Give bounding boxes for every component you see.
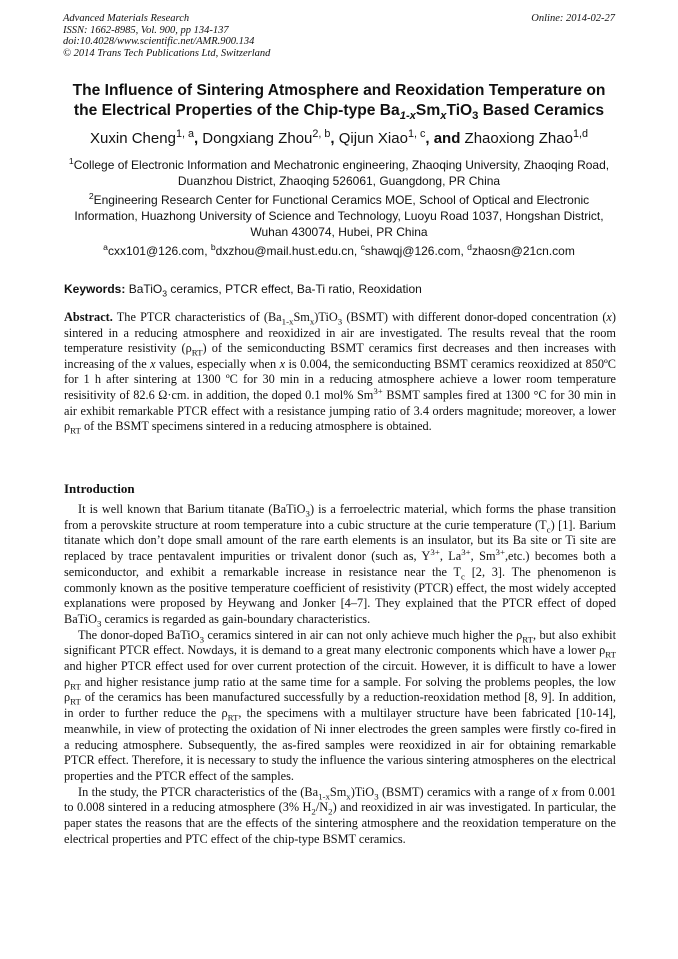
affiliation-2: $^2$Engineering Research Center for Functional Ceramics MOE, School of Optical and Electronic Information, Huazhong University of Science and Technology, Luoyu Road 1037, Hongshan District, Wuhan 430074, Hubei, PR China [74,191,604,239]
email[interactable]: $^d$zhaosn@21cn.com [467,242,575,258]
email[interactable]: $^b$dxzhou@mail.hust.edu.cn [210,242,354,258]
keywords: Keywords: BaTiO$_3$ ceramics, PTCR effect, Ba-Ti ratio, Reoxidation [64,282,422,299]
author-list [40,130,638,148]
abstract: Abstract. The PTCR characteristics of $(Ba_{1-x}Sm_x)TiO_3$ (BSMT) with different donor-doped concentration (x) sintered in a reducing atmosphere and reoxidized in air are investigated. The results reveal that the room temperature resistivity $(\rho_{RT})$ of the semiconducting BSMT ceramics first decreases and then increases with increasing of the x values, especially when x is 0.004, the semiconducting BSMT ceramics reoxidized at 850ºC for 1 h after sintering at 1300 ºC for 30 min in a reducing atmosphere achieve a lower room temperature resisitivity of 82.6 Ω·cm. in addition, the doped 0.1 mol% $Sm^{3+}$ BSMT samples fired at 1300 °C for 30 min in air exhibit remarkable PTCR effect with a resistance jumping ratio of 3.4 orders magnitude; moreover, a lower $\rho_{RT}$ of the BSMT specimens sintered in a reducing atmosphere is obtained. [64,310,616,436]
copyright-line: © 2014 Trans Tech Publications Ltd, Switzerland [63,47,271,59]
paragraph: The donor-doped BaTiO$_3$ ceramics sintered in air can not only achieve much higher the $\rho_{RT}$, but also exhibit significant PTCR effect. Nowdays, it is demand to a great many electronic components which have a lower $\rho_{RT}$ and higher PTCR effect used for over current protection of the circuit. However, it is difficult to have a lower $\rho_{RT}$ and higher resistance jump ratio at the same time for a sample. For solving the problems peoples, the low $\rho_{RT}$ of the ceramics has been manufactured successfully by a reduction-reoxidation method [8, 9]. In addition, in order to further reduce the $\rho_{RT}$, the specimens with a multilayer structure have been fabricated [10-14], meanwhile, in view of protecting the oxidation of Ni inner electrodes the green samples were firstly co-fired in a reducing atmosphere. Subsequently, the as-fired samples were reoxidized in air for obtaining remarkable PTCR effect. Therefore, it is necessary to study the influence the various sintering atmospheres on the electrical properties and the PTCR effect of the samples. [64,627,616,783]
journal-name: Advanced Materials Research [63,13,190,24]
paper-title [50,81,628,121]
paragraph: In the study, the PTCR characteristics of the $(Ba_{1-x}Sm_x)TiO_3$ (BSMT) ceramics with a range of x from 0.001 to 0.008 sintered in a reducing atmosphere (3% $H_2/N_2$) and reoxidized in air was investigated. In particular, the paper states the reasons that are the effects of the sintering atmosphere and the reoxidation temperature on the electrical properties and PTC effect of the chip-type BSMT ceramics. [64,784,616,846]
abstract-label: Abstract. [64,310,113,324]
introduction-heading: Introduction [64,481,135,496]
email-list: $^a$cxx101@126.com, $^b$dxzhou@mail.hust.edu.cn, $^c$shawqj@126.com, $^d$zhaosn@21cn.com [103,242,575,258]
title-line-2: the Electrical Properties of the Chip-type $Ba_{1-x}Sm_xTiO_3$ Based Ceramics [73,102,605,123]
author: Xuxin Cheng$^{1, a}$, [90,128,203,147]
issn-line: ISSN: 1662-8985, Vol. 900, pp 134-137 [63,24,229,36]
journal-header [63,13,270,59]
author: Qijun Xiao$^{1, c}$, and [338,128,465,147]
email[interactable]: $^a$cxx101@126.com [103,242,205,258]
title-line-1: The Influence of Sintering Atmosphere and Reoxidation Temperature on [72,82,606,99]
introduction-body [64,502,616,847]
affiliation-1: $^1$College of Electronic Information and Mechatronic engineering, Zhaoqing University, Zhaoqing Road, Duanzhou District, Zhaoqing 526061, Guangdong, PR China [68,156,610,188]
author: Dongxiang Zhou$^{2, b}$, [202,128,339,147]
online-date: Online: 2014-02-27 [531,13,615,24]
keywords-label: Keywords: [64,282,126,296]
paragraph: It is well known that Barium titanate (BaTiO$_3$) is a ferroelectric material, which forms the phase transition from a perovskite structure at room temperature into a cubic structure at the curie temperature $(T_c)$ [1]. Barium titanate which don’t dope small amount of the rare earth elements is an insulator, but its Ba site or Ti site are replaced by trace pentavalent impurities or trivalent donor (such as, $Y^{3+}$, $La^{3+}$, $Sm^{3+},etc$.) becomes both a semiconductor, and exhibit a remarkable increase in resistance near the $T_c$ [2, 3]. The phenomenon is commonly known as the positive temperature coefficient of resistivity (PTCR) effect, the most widely accepted explanations were proposed by Heywang and Jonker [4–7]. They explained that the PTCR effect of doped BaTiO$_3$ ceramics is regarded as gain-boundary characteristics. [64,502,616,629]
author: Zhaoxiong Zhao$^{1,d}$ [464,128,588,147]
doi-line: doi:10.4028/www.scientific.net/AMR.900.134 [63,36,255,48]
email[interactable]: $^c$shawqj@126.com [360,242,461,258]
